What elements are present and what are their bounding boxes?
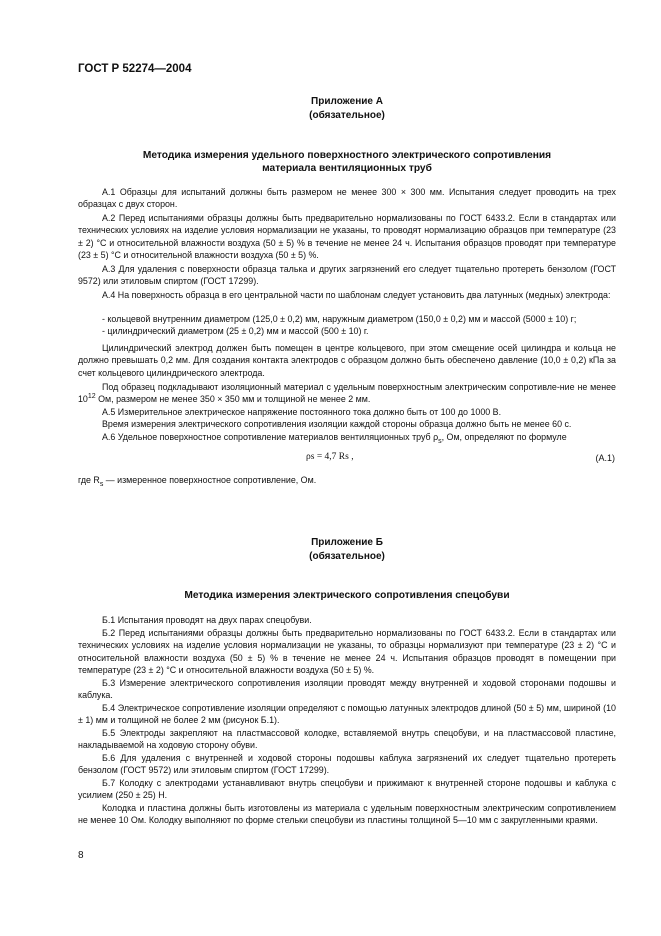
formula-number-a1: (А.1) (595, 453, 615, 463)
appendix-a-title-line2: материала вентиляционных труб (262, 163, 432, 174)
paragraph-b1: Б.1 Испытания проводят на двух парах спецобуви. (102, 615, 312, 625)
paragraph-a6 (78, 431, 616, 443)
appendix-b-label: Приложение Б (311, 537, 383, 548)
paragraph-a4: А.4 На поверхность образца в его центральной части по шаблонам следует установить два латунных (медных) электрода: (102, 290, 611, 300)
appendix-b-status: (обязательное) (309, 551, 385, 562)
page-number: 8 (78, 850, 84, 861)
paragraph-a4-insulator (78, 381, 616, 406)
standard-header: ГОСТ Р 52274—2004 (78, 63, 192, 75)
paragraph-b2: Б.2 Перед испытаниями образцы должны быть предварительно нормализованы по ГОСТ 6433.2. Если в стандартах или технических условиях на изделие условия нормализации не указаны, то образцы нормализуют при температуре (23 ± 2) °С и относительной влажности воздуха (50 ± 5) % в течение не менее 24 ч. Испытания образцов проводят в помещении при температуре (23 ± 2) °С и относительной влажности воздуха (50 ± 5) %. (78, 628, 616, 676)
paragraph-b6: Б.6 Для удаления с внутренней и ходовой стороны подошвы каблука загрязнений их следует тщательно протереть бензолом (ГОСТ 9572) или этиловым спиртом (ГОСТ 17299). (78, 753, 616, 776)
paragraph-a2: А.2 Перед испытаниями образцы должны быть предварительно нормализованы по ГОСТ 6433.2. Если в стандартах или технических условиях на изделие условия нормализации не указаны, то проводят нормализацию образцов при температуре (23 ± 2) °С и относительной влажности воздуха (50 ± 5) % в течение не менее 24 ч. Испытания образцов проводят при температуре (23 ± 5) °С и относительной влажности воздуха (50 ± 5) %. (78, 213, 616, 261)
formula-a1: ρs = 4,7 Rs , (306, 452, 354, 462)
paragraph-a5-time: Время измерения электрического сопротивления изоляции каждой стороны образца должно быть не менее 60 с. (102, 419, 572, 429)
paragraph-a4-cylinder: Цилиндрический электрод должен быть помещен в центре кольцевого, при этом смещение осей цилиндра и кольца не должно превышать 0,2 мм. Для создания контакта электродов с образцом должно быть обеспечено давление (10,0 ± 0,2) кПа за счет кольцевого цилиндрического электрода. (78, 343, 616, 378)
paragraph-a3: А.3 Для удаления с поверхности образца талька и других загрязнений его следует тщательно протереть бензолом (ГОСТ 9572) или этиловым спиртом (ГОСТ 17299). (78, 264, 616, 287)
where-text-start: где R (78, 475, 100, 485)
a6-subscript: s (438, 437, 442, 445)
list-item-ring-electrode: - кольцевой внутренним диаметром (125,0 ± 0,2) мм, наружным диаметром (150,0 ± 0,2) мм и массой (5000 ± 10) г; (102, 314, 577, 324)
paragraph-b8: Колодка и пластина должны быть изготовлены из материала с удельным поверхностным электрическим сопротивлением не менее 10 Ом. Колодку выполняют по форме стельки спецобуви из пластины толщиной 5—10 мм с закругленными краями. (78, 803, 616, 826)
paragraph-b5: Б.5 Электроды закрепляют на пластмассовой колодке, вставляемой внутрь спецобуви, и на пластмассовой пластине, накладываемой на ходовую сторону обуви. (78, 728, 616, 751)
a6-text-start: А.6 Удельное поверхностное сопротивление материалов вентиляционных труб ρ (102, 432, 439, 442)
paragraph-b7: Б.7 Колодку с электродами устанавливают внутрь спецобуви и прижимают к внутренней стороне подошвы и каблука с усилием (250 ± 25) Н. (78, 778, 616, 801)
insulator-text-start: Под образец подкладывают изоляционный материал с удельным поверхностным электрическим сопротивле-ние не менее 10 (78, 382, 616, 405)
appendix-a-title-line1: Методика измерения удельного поверхностного электрического сопротивления (142, 150, 552, 161)
a6-text-end: , Ом, определяют по формуле (441, 432, 567, 442)
list-item-cylinder-electrode: - цилиндрический диаметром (25 ± 0,2) мм и массой (500 ± 10) г. (102, 326, 369, 336)
appendix-a-status: (обязательное) (309, 110, 385, 121)
appendix-b-title: Методика измерения электрического сопротивления спецобуви (184, 590, 510, 601)
paragraph-b4: Б.4 Электрическое сопротивление изоляции определяют с помощью латунных электродов длиной (50 ± 5) мм, шириной (10 ± 1) мм и толщиной не более 2 мм (рисунок Б.1). (78, 703, 616, 726)
formula-where-clause (78, 474, 616, 486)
where-text-end: — измеренное поверхностное сопротивление, Ом. (103, 475, 317, 485)
insulator-text-end: Ом, размером не менее 350 × 350 мм и толщиной не менее 2 мм. (95, 394, 371, 405)
paragraph-b3: Б.3 Измерение электрического сопротивления изоляции проводят между внутренней и ходовой сторонами подошвы и каблука. (78, 678, 616, 701)
insulator-exponent: 12 (87, 393, 96, 401)
paragraph-a1: А.1 Образцы для испытаний должны быть размером не менее 300 × 300 мм. Испытания следует проводить на трех образцах с двух сторон. (78, 187, 616, 210)
paragraph-a5: А.5 Измерительное электрическое напряжение постоянного тока должно быть от 100 до 1000 В. (102, 407, 502, 417)
where-subscript: s (99, 480, 104, 488)
appendix-a-label: Приложение А (311, 96, 383, 107)
